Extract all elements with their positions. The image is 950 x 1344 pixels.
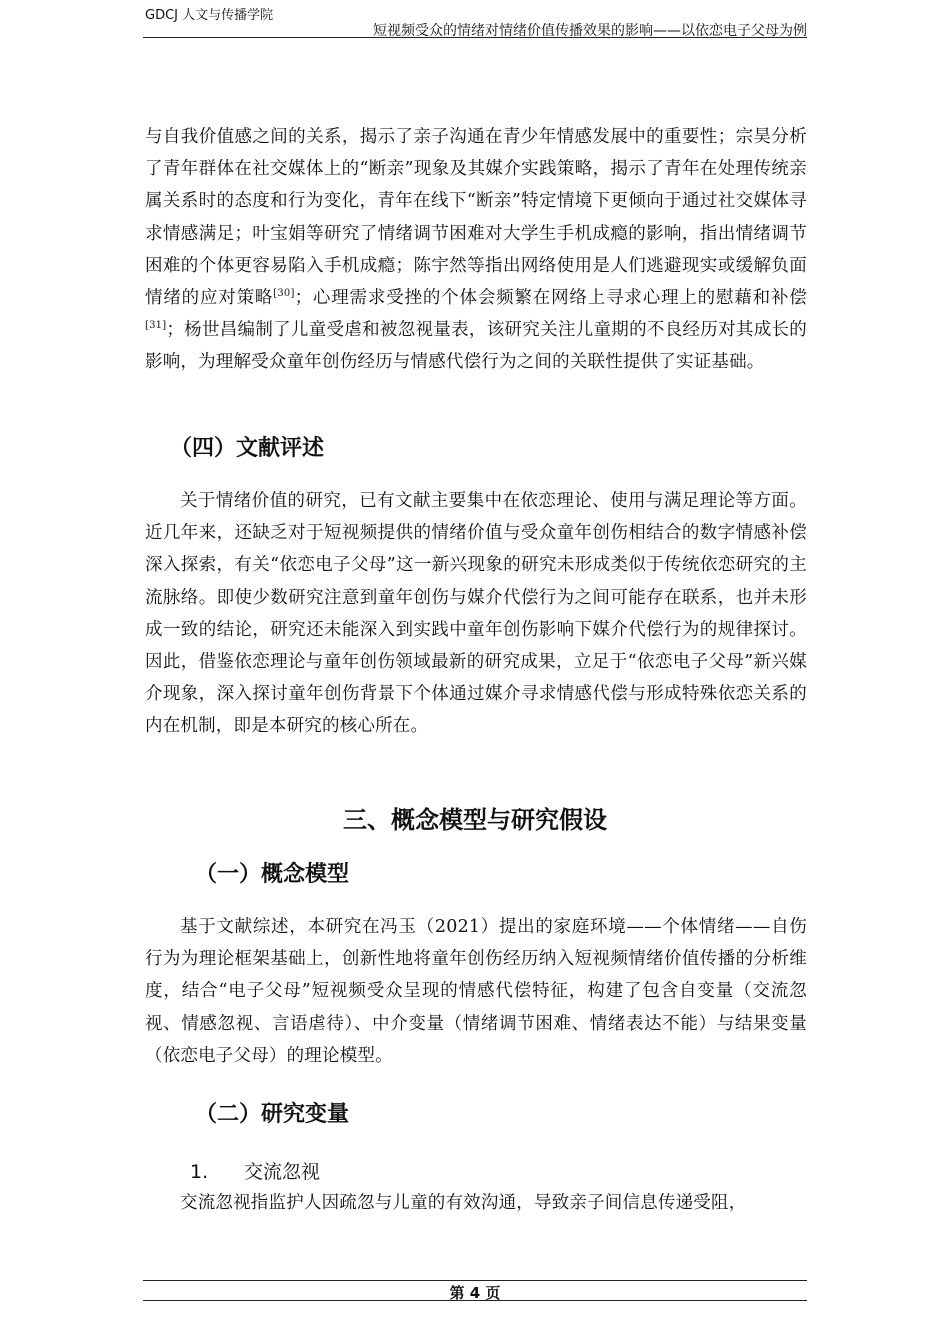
body-paragraph-review: 关于情绪价值的研究，已有文献主要集中在依恋理论、使用与满足理论等方面。近几年来，还缺乏对于短视频提供的情绪价值与受众童年创伤相结合的数字情感补偿深入探索，有关“依恋电子父母”这一新兴现象的研究未形成类似于传统依恋研究的主流脉络。即使少数研究注意到童年创伤与媒介代偿行为之间可能存在联系，也并未形成一致的结论，研究还未能深入到实践中童年创伤影响下媒介代偿行为的规律探讨。因此，借鉴依恋理论与童年创伤领域最新的研究成果，立足于“依恋电子父母”新兴媒介现象，深入探讨童年创伤背景下个体通过媒介寻求情感代偿与形成特殊依恋关系的内在机制，即是本研究的核心所在。 [145,491,807,737]
footer-divider [143,1280,807,1281]
section-heading-concept-model: （一）概念模型 [195,862,350,887]
subsection-heading-communication-neglect [190,1157,320,1184]
footer-divider [143,1300,807,1301]
item-title: 交流忽视 [244,1161,321,1183]
paragraph-text: 与自我价值感之间的关系，揭示了亲子沟通在青少年情感发展中的重要性；宗昊分析了青年群体在社交媒体上的“断亲”现象及其媒介实践策略，揭示了青年在处理传统亲属关系时的态度和行为变化，青年在线下“断亲”特定情境下更倾向于通过社交媒体寻求情感满足；叶宝娟等研究了情绪调节困难对大学生手机成瘾的影响，指出情绪调节困难的个体更容易陷入手机成瘾；陈宇然等指出网络使用是人们逃避现实或缓解负面情绪的应对策略 [145,127,807,309]
paragraph-text: ；心理需求受挫的个体会频繁在网络上寻求心理上的慰藉和补偿 [294,288,807,309]
chapter-heading: 三、概念模型与研究假设 [343,806,607,834]
page-header-school: GDCJ 人文与传播学院 [145,8,274,23]
section-heading-literature-review: （四）文献评述 [170,436,325,461]
body-paragraph-literature [145,121,807,379]
citation-ref: [31] [145,320,167,332]
citation-ref: [30] [273,288,295,300]
body-paragraph-communication-neglect: 交流忽视指监护人因疏忽与儿童的有效沟通，导致亲子间信息传递受阻， [180,1193,747,1213]
header-divider [143,37,807,38]
section-heading-variables: （二）研究变量 [195,1102,350,1127]
item-number: 1. [190,1161,209,1183]
paragraph-text: ；杨世昌编制了儿童受虐和被忽视量表，该研究关注儿童期的不良经历对其成长的影响，为理解受众童年创伤经历与情感代偿行为之间的关联性提供了实证基础。 [145,320,807,373]
page-header-title: 短视频受众的情绪对情绪价值传播效果的影响——以依恋电子父母为例 [373,23,807,39]
body-paragraph-concept-model: 基于文献综述，本研究在冯玉（2021）提出的家庭环境——个体情绪——自伤行为为理论框架基础上，创新性地将童年创伤经历纳入短视频情绪价值传播的分析维度，结合“电子父母”短视频受众呈现的情感代偿特征，构建了包含自变量（交流忽视、情感忽视、言语虐待）、中介变量（情绪调节困难、情绪表达不能）与结果变量（依恋电子父母）的理论模型。 [145,917,807,1066]
page-number: 第 4 页 [449,1284,501,1302]
